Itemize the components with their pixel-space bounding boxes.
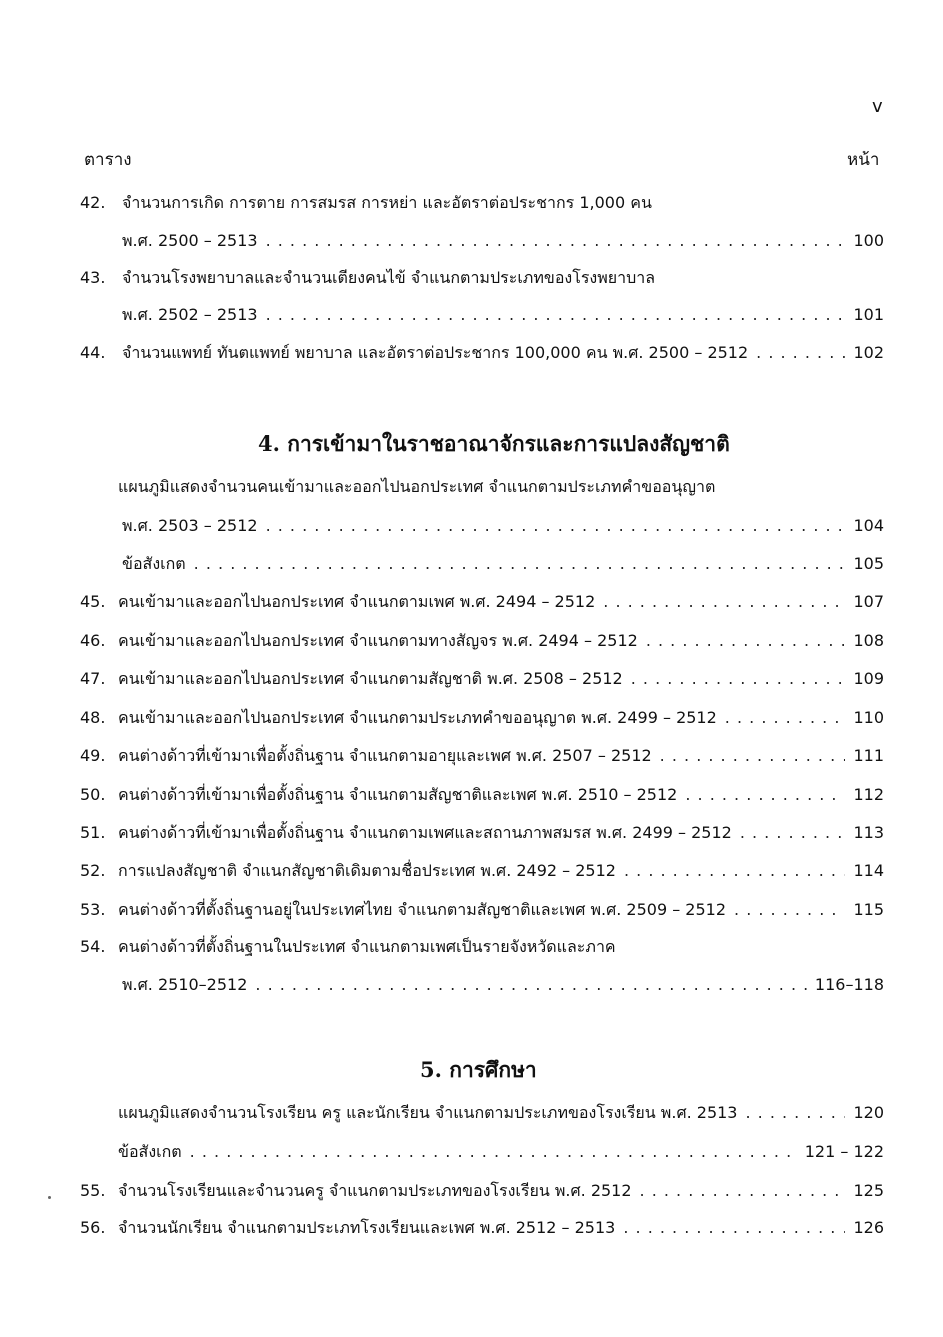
entry-title: จำนวนโรงเรียนและจำนวนครู จำแนกตามประเภทของโรงเรียน พ.ศ. 2512 (118, 1181, 632, 1200)
toc-entry-43-continuation[interactable] (0, 300, 943, 330)
entry-page: 100 (853, 231, 884, 250)
entry-page: 115 (853, 900, 884, 919)
entry-title: คนต่างด้าวที่เข้ามาเพื่อตั้งถิ่นฐาน จำแนกตามสัญชาติและเพศ พ.ศ. 2510 – 2512 (118, 785, 678, 804)
page-number: v (872, 96, 883, 117)
entry-number: 50. (80, 785, 106, 804)
toc-entry-47[interactable] (0, 664, 943, 694)
entry-title: คนต่างด้าวที่เข้ามาเพื่อตั้งถิ่นฐาน จำแนกตามเพศและสถานภาพสมรส พ.ศ. 2499 – 2512 (118, 823, 732, 842)
entry-years: พ.ศ. 2502 – 2513 (122, 305, 258, 324)
toc-entry-42-continuation[interactable] (0, 226, 943, 256)
dot-leader (640, 1176, 846, 1206)
entry-page: 108 (853, 631, 884, 650)
entry-title: จำนวนแพทย์ ทันตแพทย์ พยาบาล และอัตราต่อประชากร 100,000 คน พ.ศ. 2500 – 2512 (122, 343, 749, 362)
toc-entry-55[interactable] (0, 1176, 943, 1206)
entry-number: 56. (80, 1218, 106, 1237)
entry-number: 52. (80, 861, 106, 880)
dot-leader (685, 780, 845, 810)
dot-leader (266, 511, 846, 541)
entry-years: พ.ศ. 2500 – 2513 (122, 231, 258, 250)
entry-number: 49. (80, 746, 106, 765)
entry-title: การแปลงสัญชาติ จำแนกสัญชาติเดิมตามชื่อประเทศ พ.ศ. 2492 – 2512 (118, 861, 616, 880)
entry-page: 112 (853, 785, 884, 804)
entry-page: 116–118 (814, 975, 884, 994)
toc-entry-56[interactable] (0, 1213, 943, 1243)
dot-leader (623, 1213, 845, 1243)
toc-notes-4[interactable] (0, 549, 943, 579)
dot-leader (631, 664, 846, 694)
toc-chart-5[interactable] (0, 1098, 943, 1128)
entry-title: จำนวนการเกิด การตาย การสมรส การหย่า และอัตราต่อประชากร 1,000 คน (122, 193, 652, 212)
entry-years: พ.ศ. 2510–2512 (122, 975, 248, 994)
entry-number: 53. (80, 900, 106, 919)
toc-entry-50[interactable] (0, 780, 943, 810)
dot-leader (194, 549, 846, 579)
entry-page: 126 (853, 1218, 884, 1237)
entry-number: 44. (80, 343, 106, 362)
entry-title: จำนวนนักเรียน จำแนกตามประเภทโรงเรียนและเพศ พ.ศ. 2512 – 2513 (118, 1218, 616, 1237)
dot-leader (266, 226, 846, 256)
entry-number: 47. (80, 669, 106, 688)
section-4-title: 4. การเข้ามาในราชอาณาจักรและการแปลงสัญชาติ (258, 431, 730, 456)
entry-number: 46. (80, 631, 106, 650)
entry-page: 107 (853, 592, 884, 611)
notes-title: ข้อสังเกต (118, 1142, 182, 1161)
entry-title: คนเข้ามาและออกไปนอกประเทศ จำแนกตามเพศ พ.ศ. 2494 – 2512 (118, 592, 596, 611)
dot-leader (725, 703, 846, 733)
entry-title: จำนวนโรงพยาบาลและจำนวนเตียงคนไข้ จำแนกตามประเภทของโรงพยาบาล (122, 268, 656, 287)
column-header-page: หน้า (847, 150, 880, 170)
entry-page: 120 (853, 1103, 884, 1122)
entry-number: 42. (80, 193, 106, 212)
entry-page: 114 (853, 861, 884, 880)
entry-page: 109 (853, 669, 884, 688)
toc-entry-54[interactable] (0, 932, 943, 962)
entry-number: 54. (80, 937, 106, 956)
entry-title: คนต่างด้าวที่เข้ามาเพื่อตั้งถิ่นฐาน จำแนกตามอายุและเพศ พ.ศ. 2507 – 2512 (118, 746, 652, 765)
entry-page: 105 (853, 554, 884, 573)
chart-title: แผนภูมิแสดงจำนวนคนเข้ามาและออกไปนอกประเทศ จำแนกตามประเภทคำขออนุญาต (118, 477, 716, 496)
toc-entry-54-continuation[interactable] (0, 970, 943, 1000)
dot-leader (603, 587, 845, 617)
entry-number: 55. (80, 1181, 106, 1200)
scan-speck (48, 1196, 51, 1199)
dot-leader (266, 300, 846, 330)
section-5-title: 5. การศึกษา (420, 1057, 537, 1082)
toc-entry-42[interactable] (0, 188, 943, 218)
toc-entry-52[interactable] (0, 856, 943, 886)
dot-leader (624, 856, 845, 886)
entry-number: 43. (80, 268, 106, 287)
entry-title: คนต่างด้าวที่ตั้งถิ่นฐานอยู่ในประเทศไทย จำแนกตามสัญชาติและเพศ พ.ศ. 2509 – 2512 (118, 900, 727, 919)
entry-title: คนเข้ามาและออกไปนอกประเทศ จำแนกตามทางสัญจร พ.ศ. 2494 – 2512 (118, 631, 638, 650)
entry-page: 111 (853, 746, 884, 765)
entry-page: 102 (853, 343, 884, 362)
entry-title: คนเข้ามาและออกไปนอกประเทศ จำแนกตามประเภทคำขออนุญาต พ.ศ. 2499 – 2512 (118, 708, 717, 727)
entry-page: 110 (853, 708, 884, 727)
dot-leader (190, 1137, 797, 1167)
dot-leader (660, 741, 846, 771)
entry-page: 113 (853, 823, 884, 842)
toc-entry-53[interactable] (0, 895, 943, 925)
toc-chart-4[interactable] (0, 472, 943, 502)
entry-page: 125 (853, 1181, 884, 1200)
toc-entry-43[interactable] (0, 263, 943, 293)
dot-leader (740, 818, 846, 848)
dot-leader (745, 1098, 845, 1128)
entry-page: 121 – 122 (804, 1142, 884, 1161)
entry-number: 48. (80, 708, 106, 727)
dot-leader (756, 338, 845, 368)
toc-entry-49[interactable] (0, 741, 943, 771)
toc-chart-4-continuation[interactable] (0, 511, 943, 541)
entry-title: คนต่างด้าวที่ตั้งถิ่นฐานในประเทศ จำแนกตามเพศเป็นรายจังหวัดและภาค (118, 937, 616, 956)
entry-page: 104 (853, 516, 884, 535)
dot-leader (255, 970, 807, 1000)
column-header-table: ตาราง (84, 150, 132, 170)
toc-entry-46[interactable] (0, 626, 943, 656)
toc-entry-48[interactable] (0, 703, 943, 733)
toc-entry-44[interactable] (0, 338, 943, 368)
toc-entry-45[interactable] (0, 587, 943, 617)
entry-number: 45. (80, 592, 106, 611)
entry-page: 101 (853, 305, 884, 324)
chart-title: แผนภูมิแสดงจำนวนโรงเรียน ครู และนักเรียน จำแนกตามประเภทของโรงเรียน พ.ศ. 2513 (118, 1103, 738, 1122)
entry-title: คนเข้ามาและออกไปนอกประเทศ จำแนกตามสัญชาติ พ.ศ. 2508 – 2512 (118, 669, 623, 688)
entry-years: พ.ศ. 2503 – 2512 (122, 516, 258, 535)
entry-number: 51. (80, 823, 106, 842)
toc-notes-5[interactable] (0, 1137, 943, 1167)
dot-leader (646, 626, 846, 656)
toc-entry-51[interactable] (0, 818, 943, 848)
dot-leader (734, 895, 845, 925)
notes-title: ข้อสังเกต (122, 554, 186, 573)
